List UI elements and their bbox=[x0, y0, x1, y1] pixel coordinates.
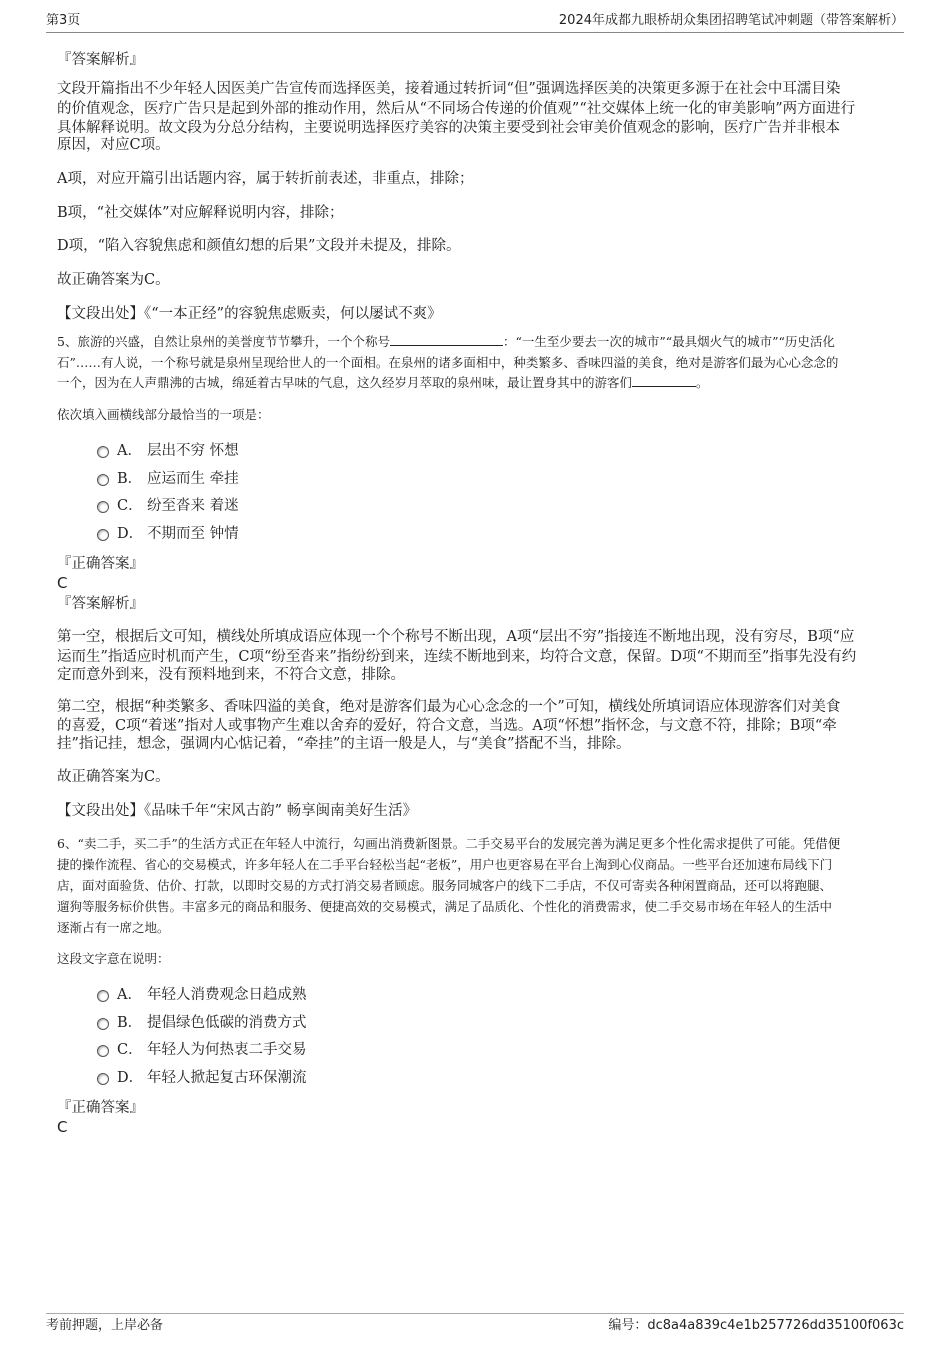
q5-analysis-line: 挂”指记挂，想念，强调内心惦记着，“牵挂”的主语一般是人，与“美食”搭配不当，排除。 bbox=[57, 736, 631, 752]
q6-stem-line: 6、“卖二手，买二手”的生活方式正在年轻人中流行，勾画出消费新图景。二手交易平台的发展完善为满足更多个性化需求提供了可能。凭借便 bbox=[57, 836, 841, 851]
q4-analysis-line: 文段开篇指出不少年轻人因医美广告宣传而选择医美，接着通过转折词“但”强调选择医美的决策更多源于在社会中耳濡目染 bbox=[57, 81, 841, 97]
q5-stem-line: 石”……有人说，一个称号就是泉州呈现给世人的一个面相。在泉州的诸多面相中，种类繁多、香味四溢的美食，绝对是游客们最为心心念念的 bbox=[57, 355, 839, 370]
radio-button[interactable] bbox=[97, 446, 109, 458]
q4-source: 【文段出处】《“一本正经”的容貌焦虑贩卖，何以屡试不爽》 bbox=[57, 306, 442, 322]
q4-analysis-line: 的价值观念，医疗广告只是起到外部的推动作用，然后从“不同场合传递的价值观”“社交媒体上统一化的审美影响”两方面进行 bbox=[57, 101, 856, 117]
q4-conclusion: 故正确答案为C。 bbox=[57, 272, 170, 288]
q4-option-a-note: A项，对应开篇引出话题内容，属于转折前表述，非重点，排除； bbox=[57, 171, 474, 187]
radio-button[interactable] bbox=[97, 501, 109, 513]
q6-stem-line: 遛狗等服务标价供售。丰富多元的商品和服务、便捷高效的交易模式，满足了品质化、个性化的消费需求，使二手交易市场在年轻人的生活中 bbox=[57, 899, 833, 914]
q4-analysis-label: 『答案解析』 bbox=[57, 52, 144, 68]
page-number: 第3页 bbox=[46, 13, 81, 28]
q5-stem-line: 5、旅游的兴盛，自然让泉州的美誉度节节攀升，一个个称号 ：“一生至少要去一次的城市”“最具烟火气的城市”“历史活化 bbox=[57, 334, 835, 349]
footer-doc-id: 编号：dc8a4a839c4e1b257726dd35100f063c bbox=[608, 1318, 904, 1333]
radio-button[interactable] bbox=[97, 990, 109, 1002]
q5-source: 【文段出处】《品味千年“宋风古韵” 畅享闽南美好生活》 bbox=[57, 803, 418, 819]
q6-prompt: 这段文字意在说明： bbox=[57, 951, 170, 966]
q5-blank-1 bbox=[390, 333, 503, 346]
radio-button[interactable] bbox=[97, 1018, 109, 1030]
q5-blank-2 bbox=[632, 374, 696, 387]
q4-option-b-note: B项，“社交媒体”对应解释说明内容，排除； bbox=[57, 205, 344, 221]
q5-stem-line: 一个，因为在人声鼎沸的古城，绵延着古早味的气息，这久经岁月萃取的泉州味，最让置身其中的游客们 。 bbox=[57, 375, 709, 390]
page-footer bbox=[46, 1313, 904, 1340]
q6-stem-line: 逐渐占有一席之地。 bbox=[57, 920, 170, 935]
q5-answer: C bbox=[57, 574, 68, 592]
q5-analysis-line: 定而意外到来，没有预料地到来，不符合文意，排除。 bbox=[57, 667, 405, 683]
q4-analysis-line: 具体解释说明。故文段为分总分结构，主要说明选择医疗美容的决策主要受到社会审美价值观念的影响，医疗广告并非根本 bbox=[57, 120, 840, 136]
q5-analysis-line: 运而生”指适应时机而产生，C项“纷至沓来”指纷纷到来，连续不断地到来，均符合文意，保留。D项“不期而至”指事先没有约 bbox=[57, 649, 857, 665]
q5-analysis-line: 第二空，根据“种类繁多、香味四溢的美食，绝对是游客们最为心心念念的一个”可知，横线处所填词语应体现游客们对美食 bbox=[57, 699, 841, 715]
radio-button[interactable] bbox=[97, 1045, 109, 1057]
q6-answer: C bbox=[57, 1118, 68, 1136]
document-title: 2024年成都九眼桥胡众集团招聘笔试冲刺题（带答案解析） bbox=[558, 13, 904, 28]
q5-conclusion: 故正确答案为C。 bbox=[57, 769, 170, 785]
q4-option-d-note: D项，“陷入容貌焦虑和颜值幻想的后果”文段并未提及，排除。 bbox=[57, 238, 461, 254]
q5-analysis-line: 第一空，根据后文可知，横线处所填成语应体现一个个称号不断出现，A项“层出不穷”指接连不断地出现，没有穷尽，B项“应 bbox=[57, 629, 855, 645]
footer-slogan: 考前押题，上岸必备 bbox=[46, 1318, 164, 1333]
q6-answer-label: 『正确答案』 bbox=[57, 1100, 144, 1116]
q6-stem-line: 店，面对面验货、估价、打款，以即时交易的方式打消交易者顾虑。服务同城客户的线下二手店，不仅可寄卖各种闲置商品，还可以将跑腿、 bbox=[57, 878, 833, 893]
q4-analysis-line: 原因，对应C项。 bbox=[57, 137, 170, 153]
q5-prompt: 依次填入画横线部分最恰当的一项是： bbox=[57, 407, 270, 422]
radio-button[interactable] bbox=[97, 1073, 109, 1085]
page-header bbox=[46, 12, 904, 33]
q5-answer-label: 『正确答案』 bbox=[57, 556, 144, 572]
q5-analysis-line: 的喜爱，C项“着迷”指对人或事物产生难以舍弃的爱好，符合文意，当选。A项“怀想”指怀念，与文意不符，排除；B项“牵 bbox=[57, 718, 837, 734]
radio-button[interactable] bbox=[97, 474, 109, 486]
q6-stem-line: 捷的操作流程、省心的交易模式，许多年轻人在二手平台轻松当起“老板”，用户也更容易在平台上淘到心仪商品。一些平台还加速布局线下门 bbox=[57, 857, 833, 872]
q5-analysis-label: 『答案解析』 bbox=[57, 596, 144, 612]
radio-button[interactable] bbox=[97, 529, 109, 541]
